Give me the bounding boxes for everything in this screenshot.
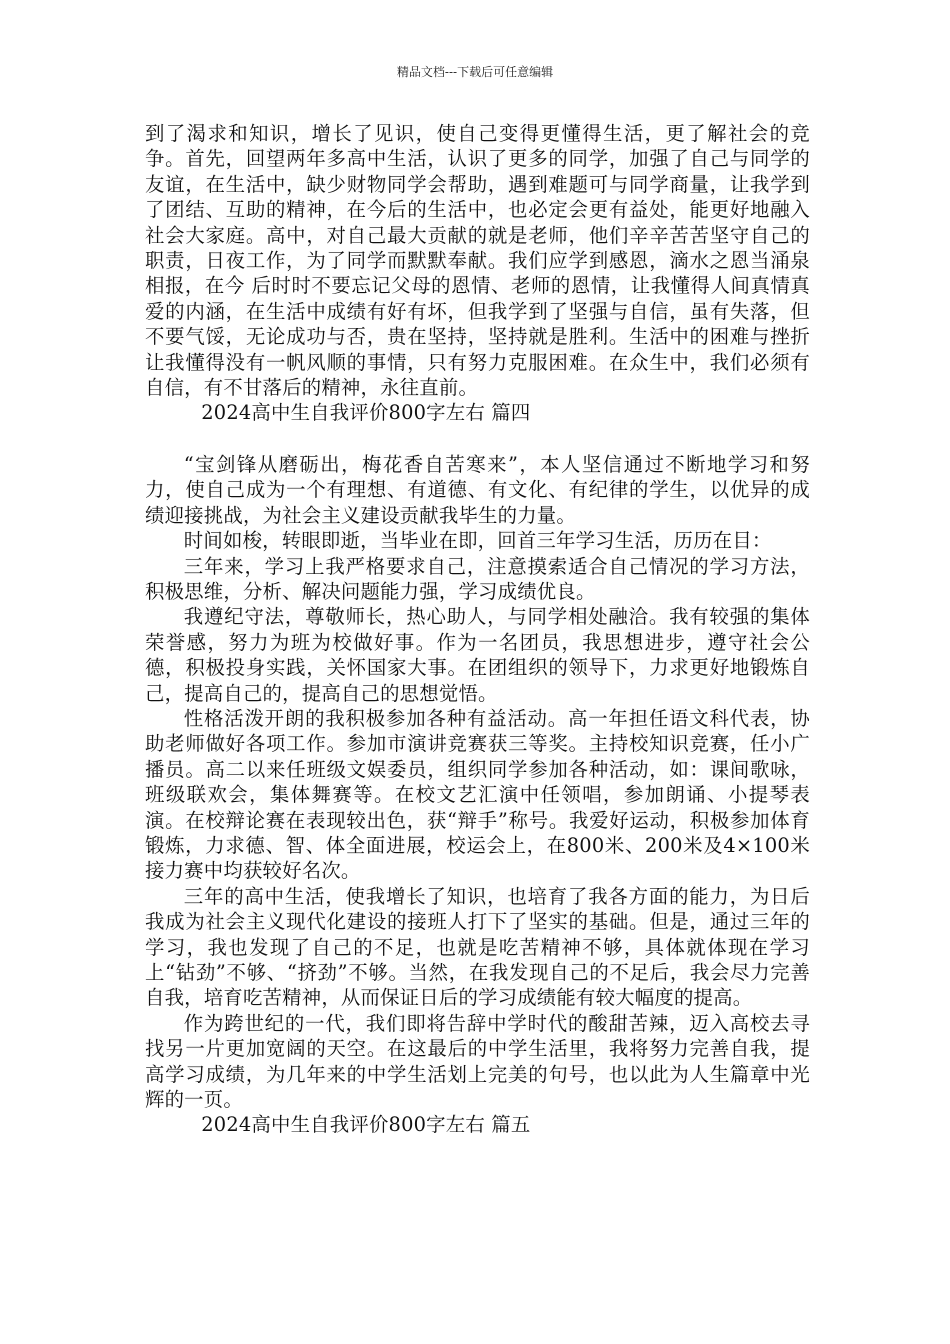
- section-title-four: 2024高中生自我评价800字左右 篇四: [201, 401, 531, 425]
- paragraph-motto: “宝剑锋从磨砺出，梅花香自苦寒来”，本人坚信通过不断地学习和努力，使自己成为一个有理想、有道德、有文化、有纪律的学生，以优异的成绩迎接挑战，为社会主义建设贡献我毕生的力量。: [145, 452, 810, 527]
- page-header: 精品文档---下载后可任意编辑: [396, 65, 554, 79]
- paragraph-continuation: 到了渴求和知识，增长了见识，使自己变得更懂得生活，更了解社会的竞争。首先，回望两年多高中生活，认识了更多的同学，加强了自己与同学的友谊，在生活中，缺少财物同学会帮助，遇到难题可与同学商量，让我学到了团结、互助的精神，在今后的生活中，也必定会更有益处，能更好地融入社会大家庭。高中，对自己最大贡献的就是老师，他们辛辛苦苦坚守自己的职责，日夜工作，为了同学而默默奉献。我们应学到感恩，滴水之恩当涌泉相报，在今 后时时不要忘记父母的恩情、老师的恩情，让我懂得人间真情真爱的内涵，在生活中成绩有好有坏，但我学到了坚强与自信，虽有失落，但不要气馁，无论成功与否，贵在坚持，坚持就是胜利。生活中的困难与挫折让我懂得没有一帆风顺的事情，只有努力克服困难。在众生中，我们必须有自信，有不甘落后的精神，永往直前。: [145, 122, 810, 400]
- section-title-five: 2024高中生自我评价800字左右 篇五: [201, 1113, 531, 1137]
- document-body: [145, 121, 810, 1138]
- paragraph-review: 时间如梭，转眼即逝，当毕业在即，回首三年学习生活，历历在目：: [183, 529, 772, 553]
- paragraph-study: 三年来，学习上我严格要求自己，注意摸索适合自己情况的学习方法，积极思维，分析、解决问题能力强，学习成绩优良。: [145, 554, 810, 603]
- paragraph-activities: 性格活泼开朗的我积极参加各种有益活动。高一年担任语文科代表，协助老师做好各项工作。参加市演讲竞赛获三等奖。主持校知识竞赛，任小广播员。高二以来任班级文娱委员，组织同学参加各种活动，如：课间歌咏，班级联欢会，集体舞赛等。在校文艺汇演中任领唱，参加朗诵、小提琴表演。在校辩论赛在表现较出色，获“辩手”称号。我爱好运动，积极参加体育锻炼，力求德、智、体全面进展，校运会上，在800米、200米及4×100米接力赛中均获较好名次。: [145, 706, 810, 883]
- paragraph-growth: 三年的高中生活，使我增长了知识，也培育了我各方面的能力，为日后我成为社会主义现代化建设的接班人打下了坚实的基础。但是，通过三年的学习，我也发现了自己的不足，也就是吃苦精神不够，具体就体现在学习上“钻劲”不够、“挤劲”不够。当然，在我发现自己的不足后，我会尽力完善自我，培育吃苦精神，从而保证日后的学习成绩能有较大幅度的提高。: [145, 884, 810, 1010]
- paragraph-future: 作为跨世纪的一代，我们即将告辞中学时代的酸甜苦辣，迈入高校去寻找另一片更加宽阔的天空。在这最后的中学生活里，我将努力完善自我，提高学习成绩，为几年来的中学生活划上完美的句号，也以此为人生篇章中光辉的一页。: [145, 1011, 810, 1112]
- section-gap: [145, 426, 810, 452]
- paragraph-conduct: 我遵纪守法，尊敬师长，热心助人，与同学相处融洽。我有较强的集体荣誉感，努力为班为校做好事。作为一名团员，我思想进步，遵守社会公德，积极投身实践，关怀国家大事。在团组织的领导下，力求更好地锻炼自己，提高自己的，提高自己的思想觉悟。: [145, 605, 810, 705]
